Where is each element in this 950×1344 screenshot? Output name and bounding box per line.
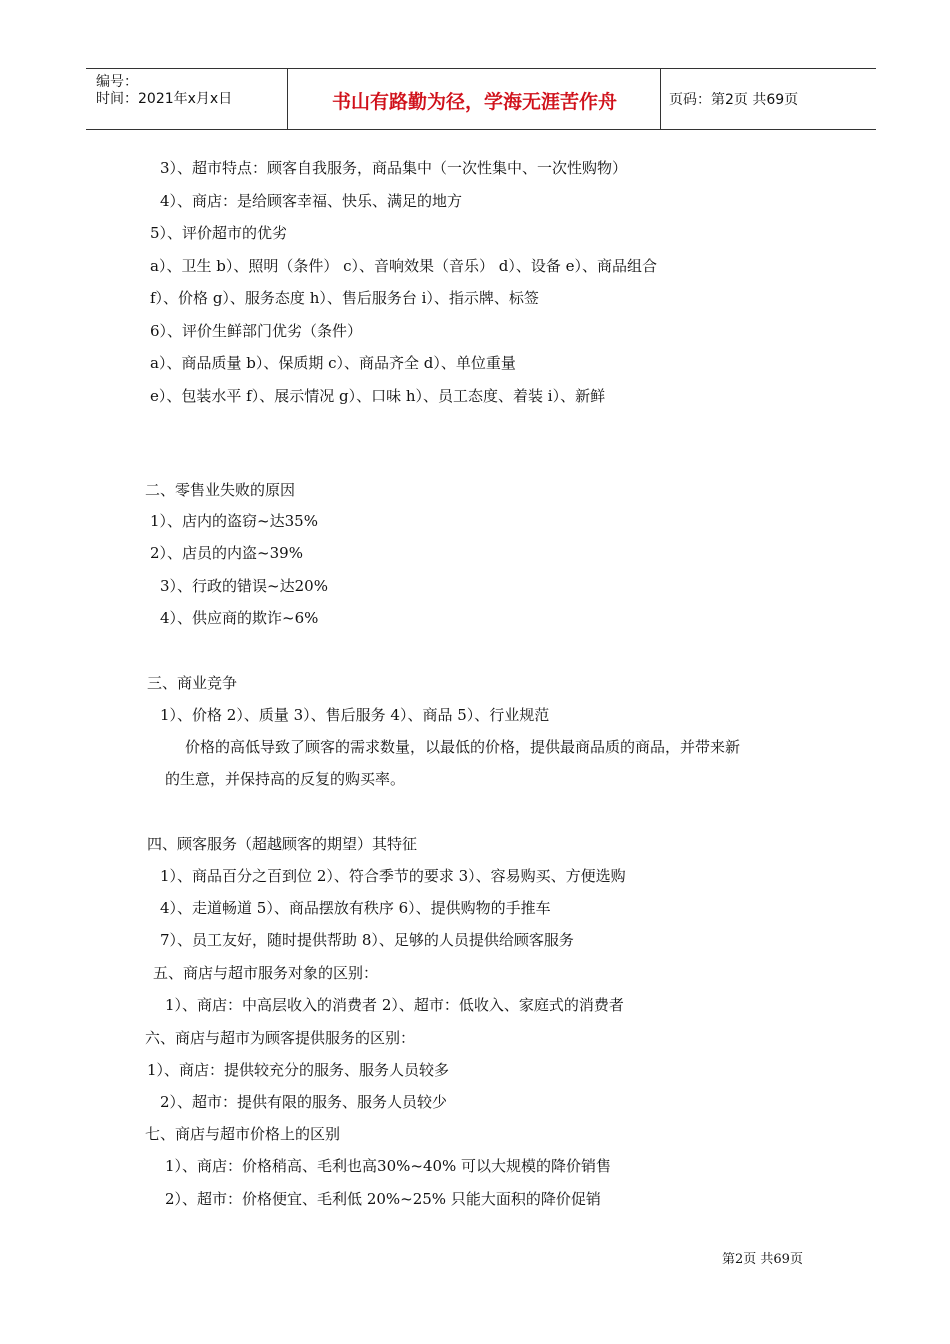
document-number-label: 编号： (96, 74, 138, 90)
section-heading: 四、顾客服务（超越顾客的期望）其特征 (147, 835, 418, 853)
body-line: 的生意，并保持高的反复的购买率。 (165, 770, 406, 788)
header-page-cell (661, 69, 876, 129)
header-motto-cell (288, 69, 661, 129)
document-date: 时间：2021年x月x日 (96, 91, 233, 107)
section-heading: 二、零售业失败的原因 (145, 481, 296, 499)
body-line: 4）、商店：是给顾客幸福、快乐、满足的地方 (160, 192, 463, 210)
body-line: 6）、评价生鲜部门优劣（条件） (150, 322, 363, 340)
body-line: a）、卫生 b）、照明（条件） c）、音响效果（音乐） d）、设备 e）、商品组合 (150, 257, 658, 275)
body-line: 4）、走道畅道 5）、商品摆放有秩序 6）、提供购物的手推车 (160, 899, 551, 917)
section-heading: 七、商店与超市价格上的区别 (145, 1125, 341, 1143)
body-line: a）、商品质量 b）、保质期 c）、商品齐全 d）、单位重量 (150, 354, 516, 372)
page-footer: 第2页 共69页 (722, 1252, 803, 1267)
body-line: 价格的高低导致了顾客的需求数量，以最低的价格，提供最商品质的商品，并带来新 (185, 738, 741, 756)
body-line: 2）、超市：价格便宜、毛利低 20%~25% 只能大面积的降价促销 (165, 1190, 601, 1208)
section-heading: 五、商店与超市服务对象的区别： (153, 964, 379, 982)
body-line: 1）、商品百分之百到位 2）、符合季节的要求 3）、容易购买、方便选购 (160, 867, 626, 885)
body-line: 3）、超市特点：顾客自我服务，商品集中（一次性集中、一次性购物） (160, 159, 628, 177)
body-line: 4）、供应商的欺诈~6% (160, 609, 319, 627)
body-line: 1）、商店：价格稍高、毛利也高30%~40% 可以大规模的降价销售 (165, 1157, 612, 1175)
page-header (86, 68, 876, 130)
body-line: 7）、员工友好，随时提供帮助 8）、足够的人员提供给顾客服务 (160, 931, 574, 949)
body-line: 2）、店员的内盗~39% (150, 544, 303, 562)
section-heading: 六、商店与超市为顾客提供服务的区别： (145, 1029, 416, 1047)
body-line: 1）、商店：提供较充分的服务、服务人员较多 (147, 1061, 450, 1079)
body-line: e）、包装水平 f）、展示情况 g）、口味 h）、员工态度、着装 i）、新鲜 (150, 387, 606, 405)
section-heading: 三、商业竞争 (147, 674, 238, 692)
body-line: 1）、店内的盗窃~达35% (150, 512, 318, 530)
body-line: 2）、超市：提供有限的服务、服务人员较少 (160, 1093, 448, 1111)
body-line: f）、价格 g）、服务态度 h）、售后服务台 i）、指示牌、标签 (150, 289, 539, 307)
header-meta-cell (86, 69, 288, 129)
body-line: 3）、行政的错误~达20% (160, 577, 328, 595)
body-line: 1）、商店：中高层收入的消费者 2）、超市：低收入、家庭式的消费者 (165, 996, 624, 1014)
header-page-info: 页码：第2页 共69页 (669, 92, 799, 108)
body-line: 5）、评价超市的优劣 (150, 224, 288, 242)
header-motto: 书山有路勤为径，学海无涯苦作舟 (331, 91, 617, 113)
body-line: 1）、价格 2）、质量 3）、售后服务 4）、商品 5）、行业规范 (160, 706, 550, 724)
